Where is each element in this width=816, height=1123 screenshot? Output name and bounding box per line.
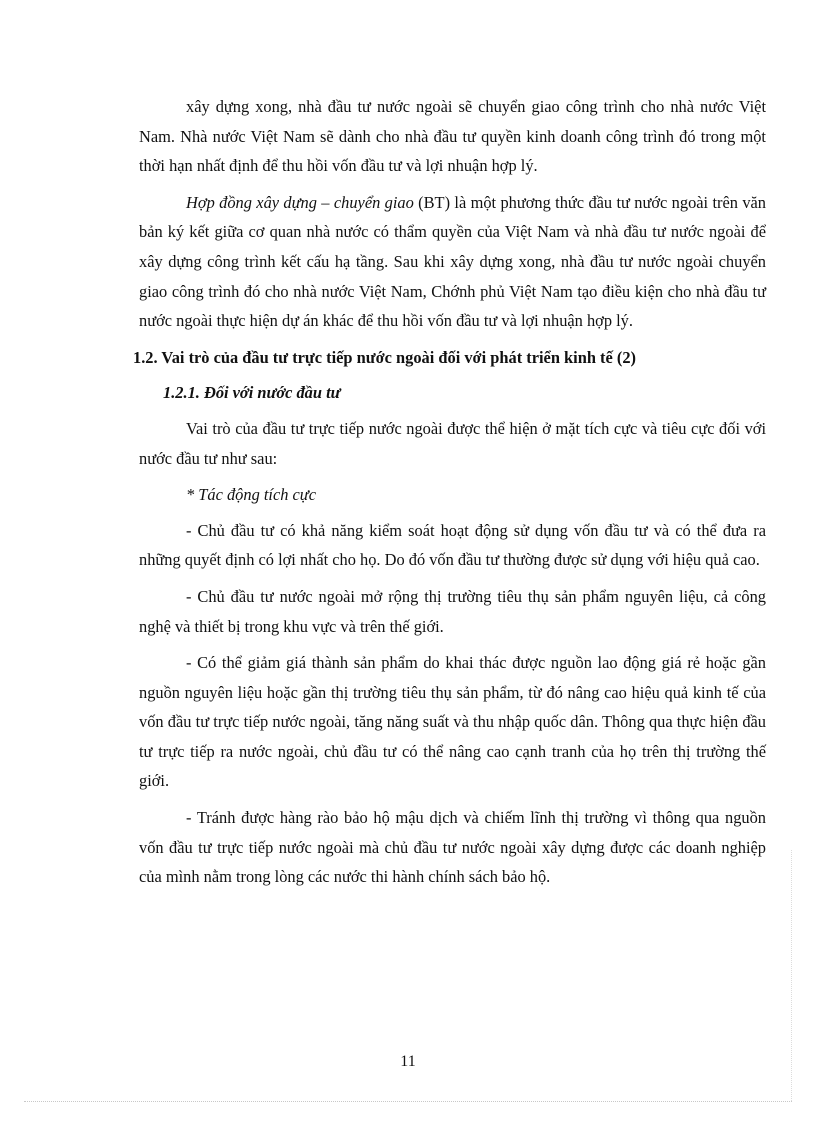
paragraph-bot-continuation: xây dựng xong, nhà đầu tư nước ngoài sẽ chuyển giao công trình cho nhà nước Việt Nam. Nhà nước Việt Nam sẽ dành cho nhà đầu tư quyền kinh doanh công trình đó trong một thời hạn nhất định để thu hồi vốn đầu tư và lợi nhuận hợp lý. [139, 97, 766, 176]
footer-divider [24, 1101, 792, 1102]
paragraph-bt-contract [139, 188, 766, 336]
bt-contract-term: Hợp đồng xây dựng – chuyển giao [186, 192, 414, 212]
bt-contract-text: (BT) là một phương thức đầu tư nước ngoài trên văn bản ký kết giữa cơ quan nhà nước có thẩm quyền của Việt Nam và nhà đầu tư nước ngoài để xây dựng công trình kết cấu hạ tầng. Sau khi xây dựng xong, nhà đầu tư nước ngoài chuyển giao công trình đó cho nhà nước Việt Nam, Chớnh phủ Việt Nam tạo điều kiện cho nhà đầu tư nước ngoài thực hiện dự án khác để thu hồi vốn đầu tư và lợi nhuận hợp lý. [139, 192, 766, 331]
positive-impacts-label: * Tác động tích cực [186, 485, 317, 505]
page-number: 11 [400, 1053, 416, 1070]
bullet-paragraph: - Chủ đầu tư có khả năng kiểm soát hoạt động sử dụng vốn đầu tư và có thể đưa ra những quyết định có lợi nhất cho họ. Do đó vốn đầu tư thường được sử dụng với hiệu quả cao. [139, 520, 766, 570]
margin-divider [791, 850, 792, 1101]
page-body [133, 92, 766, 899]
section-heading: 1.2. Vai trò của đầu tư trực tiếp nước ngoài đối với phát triển kinh tế (2) [133, 347, 636, 367]
bullet-paragraph: - Chủ đầu tư nước ngoài mở rộng thị trường tiêu thụ sản phẩm nguyên liệu, cả công nghệ và thiết bị trong khu vực và trên thế giới. [139, 586, 766, 636]
paragraph-intro: Vai trò của đầu tư trực tiếp nước ngoài được thể hiện ở mặt tích cực và tiêu cực đối với nước đầu tư như sau: [139, 418, 766, 468]
bullet-paragraph: - Tránh được hàng rào bảo hộ mậu dịch và chiếm lĩnh thị trường vì thông qua nguồn vốn đầu tư trực tiếp nước ngoài mà chủ đầu tư nước ngoài xây dựng được các doanh nghiệp của mình nằm trong lòng các nước thi hành chính sách bảo hộ. [139, 808, 766, 887]
subsection-heading: 1.2.1. Đối với nước đầu tư [163, 383, 341, 403]
bullet-paragraph: - Có thể giảm giá thành sản phẩm do khai thác được nguồn lao động giá rẻ hoặc gần nguồn nguyên liệu hoặc gần thị trường tiêu thụ sản phẩm, từ đó nâng cao hiệu quả kinh tế của vốn đầu tư trực tiếp nước ngoài, tăng năng suất và thu nhập quốc dân. Thông qua thực hiện đầu tư trực tiếp ra nước ngoài, chủ đầu tư có thể nâng cao cạnh tranh của họ trên thị trường thế giới. [139, 653, 766, 791]
